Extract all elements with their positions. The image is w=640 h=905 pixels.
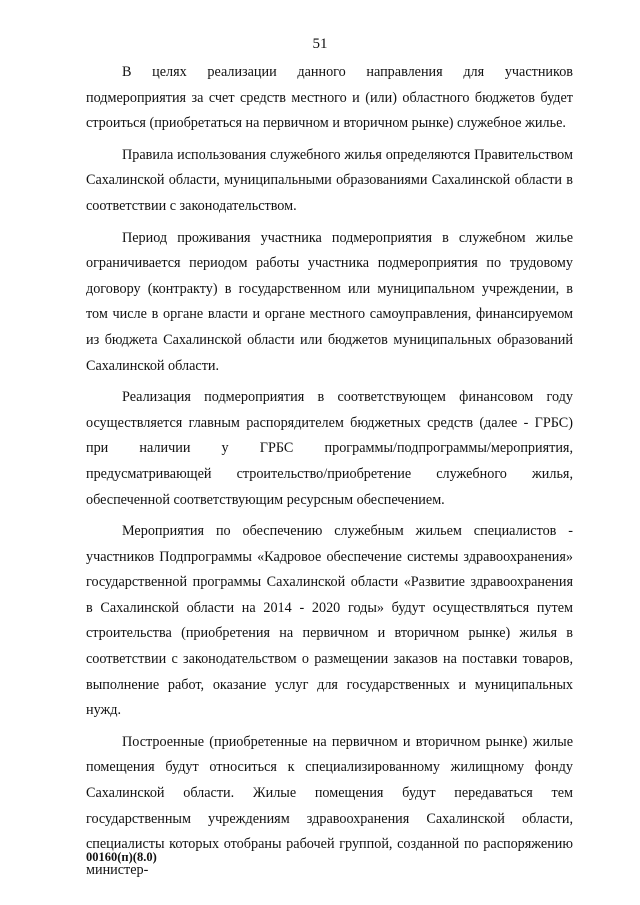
document-body: [86, 60, 573, 889]
paragraph-4: Реализация подмероприятия в соответствующем финансовом году осуществляется главным распорядителем бюджетных средств (далее - ГРБС) при наличии у ГРБС программы/подпрограммы/мероприятия, предусматривающей строительство/приобретение служебного жилья, обеспеченной соответствующим ресурсным обеспечением.: [86, 389, 573, 508]
paragraph-2: Правила использования служебного жилья определяются Правительством Сахалинской области, муниципальными образованиями Сахалинской области в соответствии с законодательством.: [86, 146, 573, 214]
page-number: 51: [312, 36, 328, 52]
paragraph-6: Построенные (приобретенные на первичном и вторичном рынке) жилые помещения будут относиться к специализированному жилищному фонду Сахалинской области. Жилые помещения будут передаваться тем государственным учреждениям здравоохранения Сахалинской области, специалисты которых отобраны рабочей группой, созданной по распоряжению министер-: [86, 733, 573, 878]
paragraph-5: Мероприятия по обеспечению служебным жильем специалистов - участников Подпрограммы «Кадровое обеспечение системы здравоохранения» государственной программы Сахалинской области «Развитие здравоохранения в Сахалинской области на 2014 - 2020 годы» будут осуществляться путем строительства (приобретения на первичном и вторичном рынке) жилья в соответствии с законодательством о размещении заказов на поставки товаров, выполнение работ, оказание услуг для государственных и муниципальных нужд.: [86, 523, 573, 719]
footer-document-code: 00160(п)(8.0): [86, 850, 157, 864]
paragraph-1: В целях реализации данного направления для участников подмероприятия за счет средств местного и (или) областного бюджетов будет строиться (приобретаться на первичном и вторичном рынке) служебное жилье.: [86, 64, 573, 132]
paragraph-3: Период проживания участника подмероприятия в служебном жилье ограничивается периодом работы участника подмероприятия по трудовому договору (контракту) в государственном или муниципальном учреждении, в том числе в органе власти и органе местного самоуправления, финансируемом из бюджета Сахалинской области или бюджетов муниципальных образований Сахалинской области.: [86, 229, 573, 374]
